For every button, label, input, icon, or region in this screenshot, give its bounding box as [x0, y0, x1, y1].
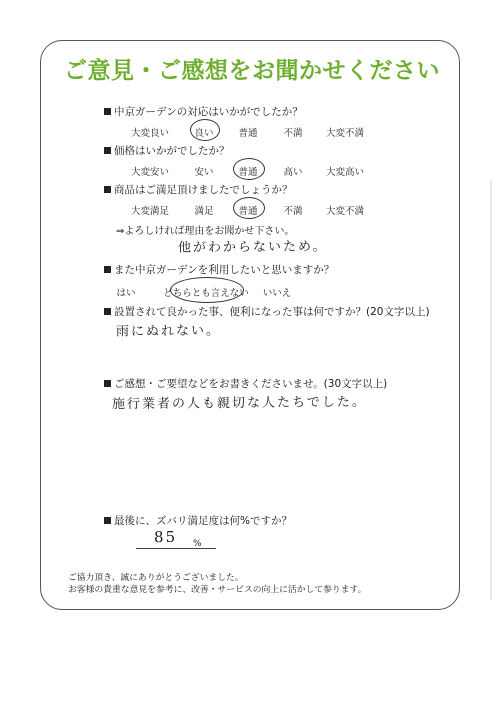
scan-shadow — [490, 180, 492, 600]
q1-option-2[interactable]: 良い — [194, 128, 214, 139]
q3-reason-prompt: ⇒よろしければ理由をお聞かせ下さい。 — [116, 226, 295, 237]
q2-selected-circle — [233, 158, 265, 180]
bullet-square-icon — [104, 147, 111, 154]
question-5-label: 設置されて良かった事、便利になった事は何ですか？(20文字以上) — [114, 306, 430, 318]
q1-option-3[interactable]: 普通 — [238, 128, 258, 139]
q2-option-2[interactable]: 安い — [194, 167, 214, 178]
q3-option-2[interactable]: 満足 — [194, 206, 214, 217]
q3-option-1[interactable]: 大変満足 — [130, 206, 170, 217]
q3-handwritten-answer: 他がわからないため。 — [177, 239, 328, 256]
q1-selected-circle — [190, 119, 220, 141]
q2-option-3[interactable]: 普通 — [238, 167, 258, 178]
question-3-label: 商品はご満足頂けましたでしょうか？ — [114, 184, 293, 196]
q1-option-4[interactable]: 不満 — [283, 128, 303, 139]
q2-option-4[interactable]: 高い — [283, 167, 303, 178]
question-4 — [104, 262, 334, 277]
question-1-label: 中京ガーデンの対応はいかがでしたか？ — [114, 106, 303, 118]
q4-option-1[interactable]: はい — [116, 288, 136, 299]
bullet-square-icon — [104, 266, 111, 273]
q2-option-5[interactable]: 大変高い — [325, 167, 365, 178]
q4-option-2[interactable]: どちらとも言えない — [163, 288, 249, 299]
question-7 — [104, 513, 292, 528]
question-6 — [104, 376, 387, 391]
q3-option-5[interactable]: 大変不満 — [325, 206, 365, 217]
q7-handwritten-percent: 85 — [153, 527, 178, 547]
q5-handwritten-answer: 雨にぬれない。 — [115, 323, 222, 340]
q3-selected-circle — [233, 197, 265, 219]
question-5 — [104, 304, 430, 319]
q3-option-4[interactable]: 不満 — [283, 206, 303, 217]
q1-option-5[interactable]: 大変不満 — [325, 128, 365, 139]
q1-option-1[interactable]: 大変良い — [130, 128, 170, 139]
footer-note: お客様の貴重な意見を参考に、改善・サービスの向上に活かして参ります。 — [68, 585, 367, 595]
question-4-label: また中京ガーデンを利用したいと思いますか？ — [114, 264, 335, 276]
question-6-label: ご感想・ご要望などをお書きくださいませ。(30文字以上) — [114, 378, 388, 390]
percent-unit: % — [193, 539, 202, 549]
bullet-square-icon — [104, 380, 111, 387]
q6-handwritten-answer: 施行業者の人も親切な人たちでした。 — [111, 394, 367, 413]
survey-title: ご意見・ご感想をお聞かせください — [64, 58, 440, 84]
q2-option-1[interactable]: 大変安い — [130, 167, 170, 178]
footer-thanks: ご協力頂き、誠にありがとうございました。 — [68, 573, 244, 583]
bullet-square-icon — [104, 186, 111, 193]
question-1 — [104, 104, 303, 119]
answer-underline — [136, 548, 216, 549]
question-3 — [104, 182, 293, 197]
question-2 — [104, 143, 230, 158]
bullet-square-icon — [104, 308, 111, 315]
q4-selected-circle — [170, 277, 244, 303]
bullet-square-icon — [104, 108, 111, 115]
question-2-label: 価格はいかがでしたか？ — [114, 145, 230, 157]
q4-option-3[interactable]: いいえ — [262, 288, 292, 299]
bullet-square-icon — [104, 517, 111, 524]
q3-option-3[interactable]: 普通 — [238, 206, 258, 217]
question-7-label: 最後に、ズバリ満足度は何%ですか？ — [114, 515, 292, 527]
